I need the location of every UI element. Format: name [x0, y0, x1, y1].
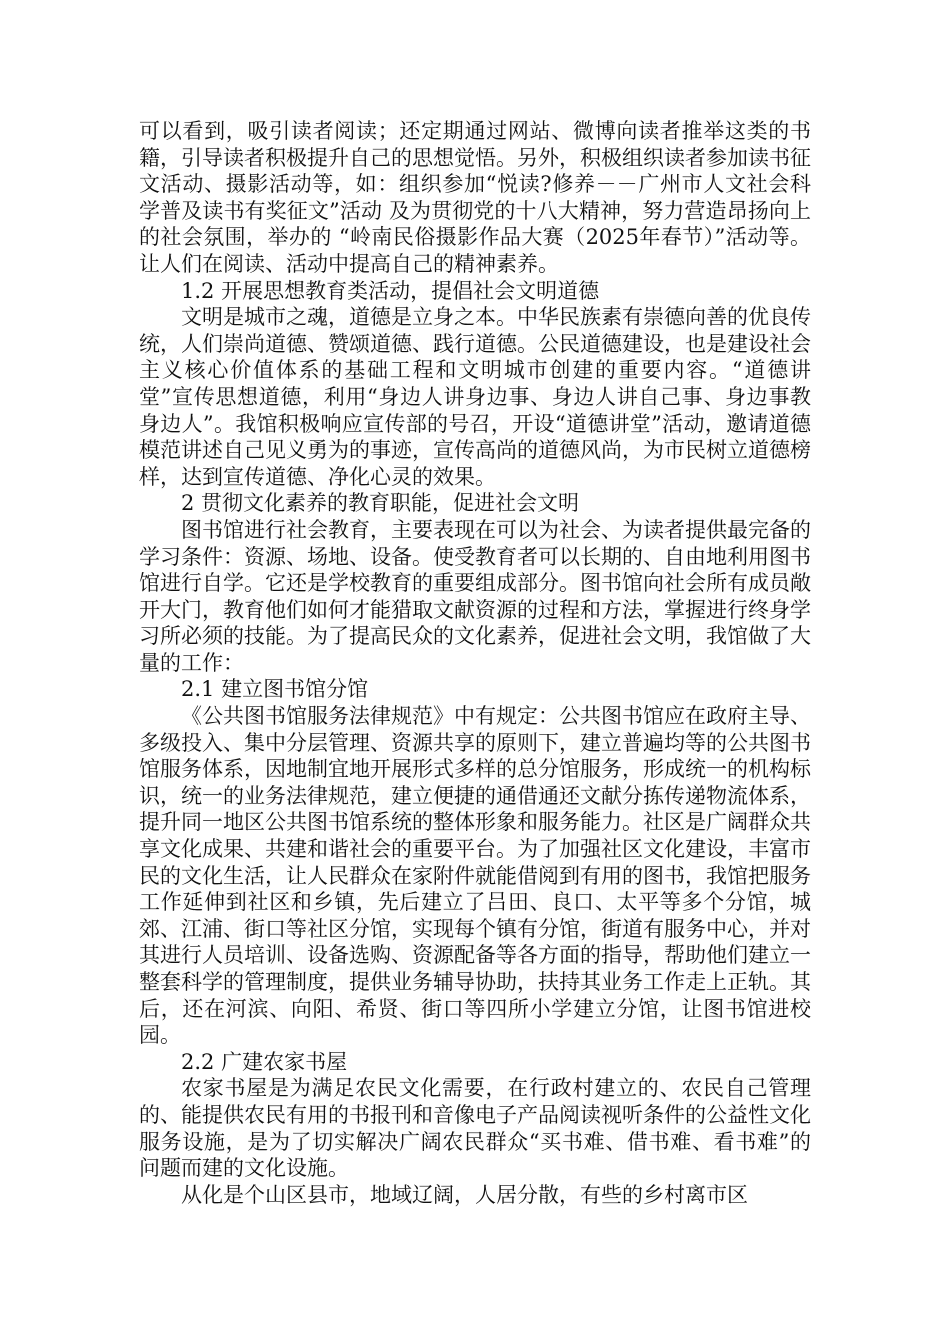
document-page	[139, 118, 811, 1208]
section-heading-2-1: 2.1 建立图书馆分馆	[181, 677, 369, 702]
paragraph-conghua: 从化是个山区县市，地域辽阔，人居分散，有些的乡村离市区	[181, 1182, 748, 1207]
paragraph-moral-education: 文明是城市之魂，道德是立身之本。中华民族素有崇德向善的优良传统，人们崇尚道德、赞颂道德、践行道德。公民道德建设，也是建设社会主义核心价值体系的基础工程和文明城市创建的重要内容。“道德讲堂”宣传思想道德，利用“身边人讲身边事、身边人讲自己事、身边事教身边人”。我馆积极响应宣传部的号召，开设“道德讲堂”活动，邀请道德模范讲述自己见义勇为的事迹，宣传高尚的道德风尚，为市民树立道德榜样，达到宣传道德、净化心灵的效果。	[139, 305, 811, 489]
section-heading-2: 2 贯彻文化素养的教育职能，促进社会文明	[181, 491, 580, 516]
paragraph-farm-bookhouse: 农家书屋是为满足农民文化需要，在行政村建立的、农民自己管理的、能提供农民有用的书报刊和音像电子产品阅读视听条件的公益性文化服务设施，是为了切实解决广阔农民群众“买书难、借书难、看书难”的问题而建的文化设施。	[139, 1076, 811, 1181]
section-heading-1-2: 1.2 开展思想教育类活动，提倡社会文明道德	[181, 278, 600, 303]
paragraph-branch-libraries: 《公共图书馆服务法律规范》中有规定：公共图书馆应在政府主导、多级投入、集中分层管理、资源共享的原则下，建立普遍均等的公共图书馆服务体系，因地制宜地开展形式多样的总分馆服务，形成统一的机构标识，统一的业务法律规范，建立便捷的通借通还文献分拣传递物流体系，提升同一地区公共图书馆系统的整体形象和服务能力。社区是广阔群众共享文化成果、共建和谐社会的重要平台。为了加强社区文化建设，丰富市民的文化生活，让人民群众在家附件就能借阅到有用的图书，我馆把服务工作延伸到社区和乡镇，先后建立了吕田、良口、太平等多个分馆，城郊、江浦、街口等社区分馆，实现每个镇有分馆，街道有服务中心，并对其进行人员培训、设备选购、资源配备等各方面的指导，帮助他们建立一整套科学的管理制度，提供业务辅导协助，扶持其业务工作走上正轨。其后，还在河滨、向阳、希贤、街口等四所小学建立分馆，让图书馆进校园。	[139, 704, 811, 1048]
paragraph-social-education: 图书馆进行社会教育，主要表现在可以为社会、为读者提供最完备的学习条件：资源、场地、设备。使受教育者可以长期的、自由地利用图书馆进行自学。它还是学校教育的重要组成部分。图书馆向社会所有成员敞开大门，教育他们如何才能猎取文献资源的过程和方法，掌握进行终身学习所必须的技能。为了提高民众的文化素养，促进社会文明，我馆做了大量的工作：	[139, 517, 811, 675]
section-heading-2-2: 2.2 广建农家书屋	[181, 1049, 348, 1074]
paragraph-continued: 可以看到，吸引读者阅读；还定期通过网站、微博向读者推举这类的书籍，引导读者积极提升自己的思想觉悟。另外，积极组织读者参加读书征文活动、摄影活动等，如：组织参加“悦读?修养－－广州市人文社会科学普及读书有奖征文”活动 及为贯彻党的十八大精神，努力营造昂扬向上的社会氛围，举办的 “岭南民俗摄影作品大赛（2025年春节）”活动等。让人们在阅读、活动中提高自己的精神素养。	[139, 119, 811, 276]
